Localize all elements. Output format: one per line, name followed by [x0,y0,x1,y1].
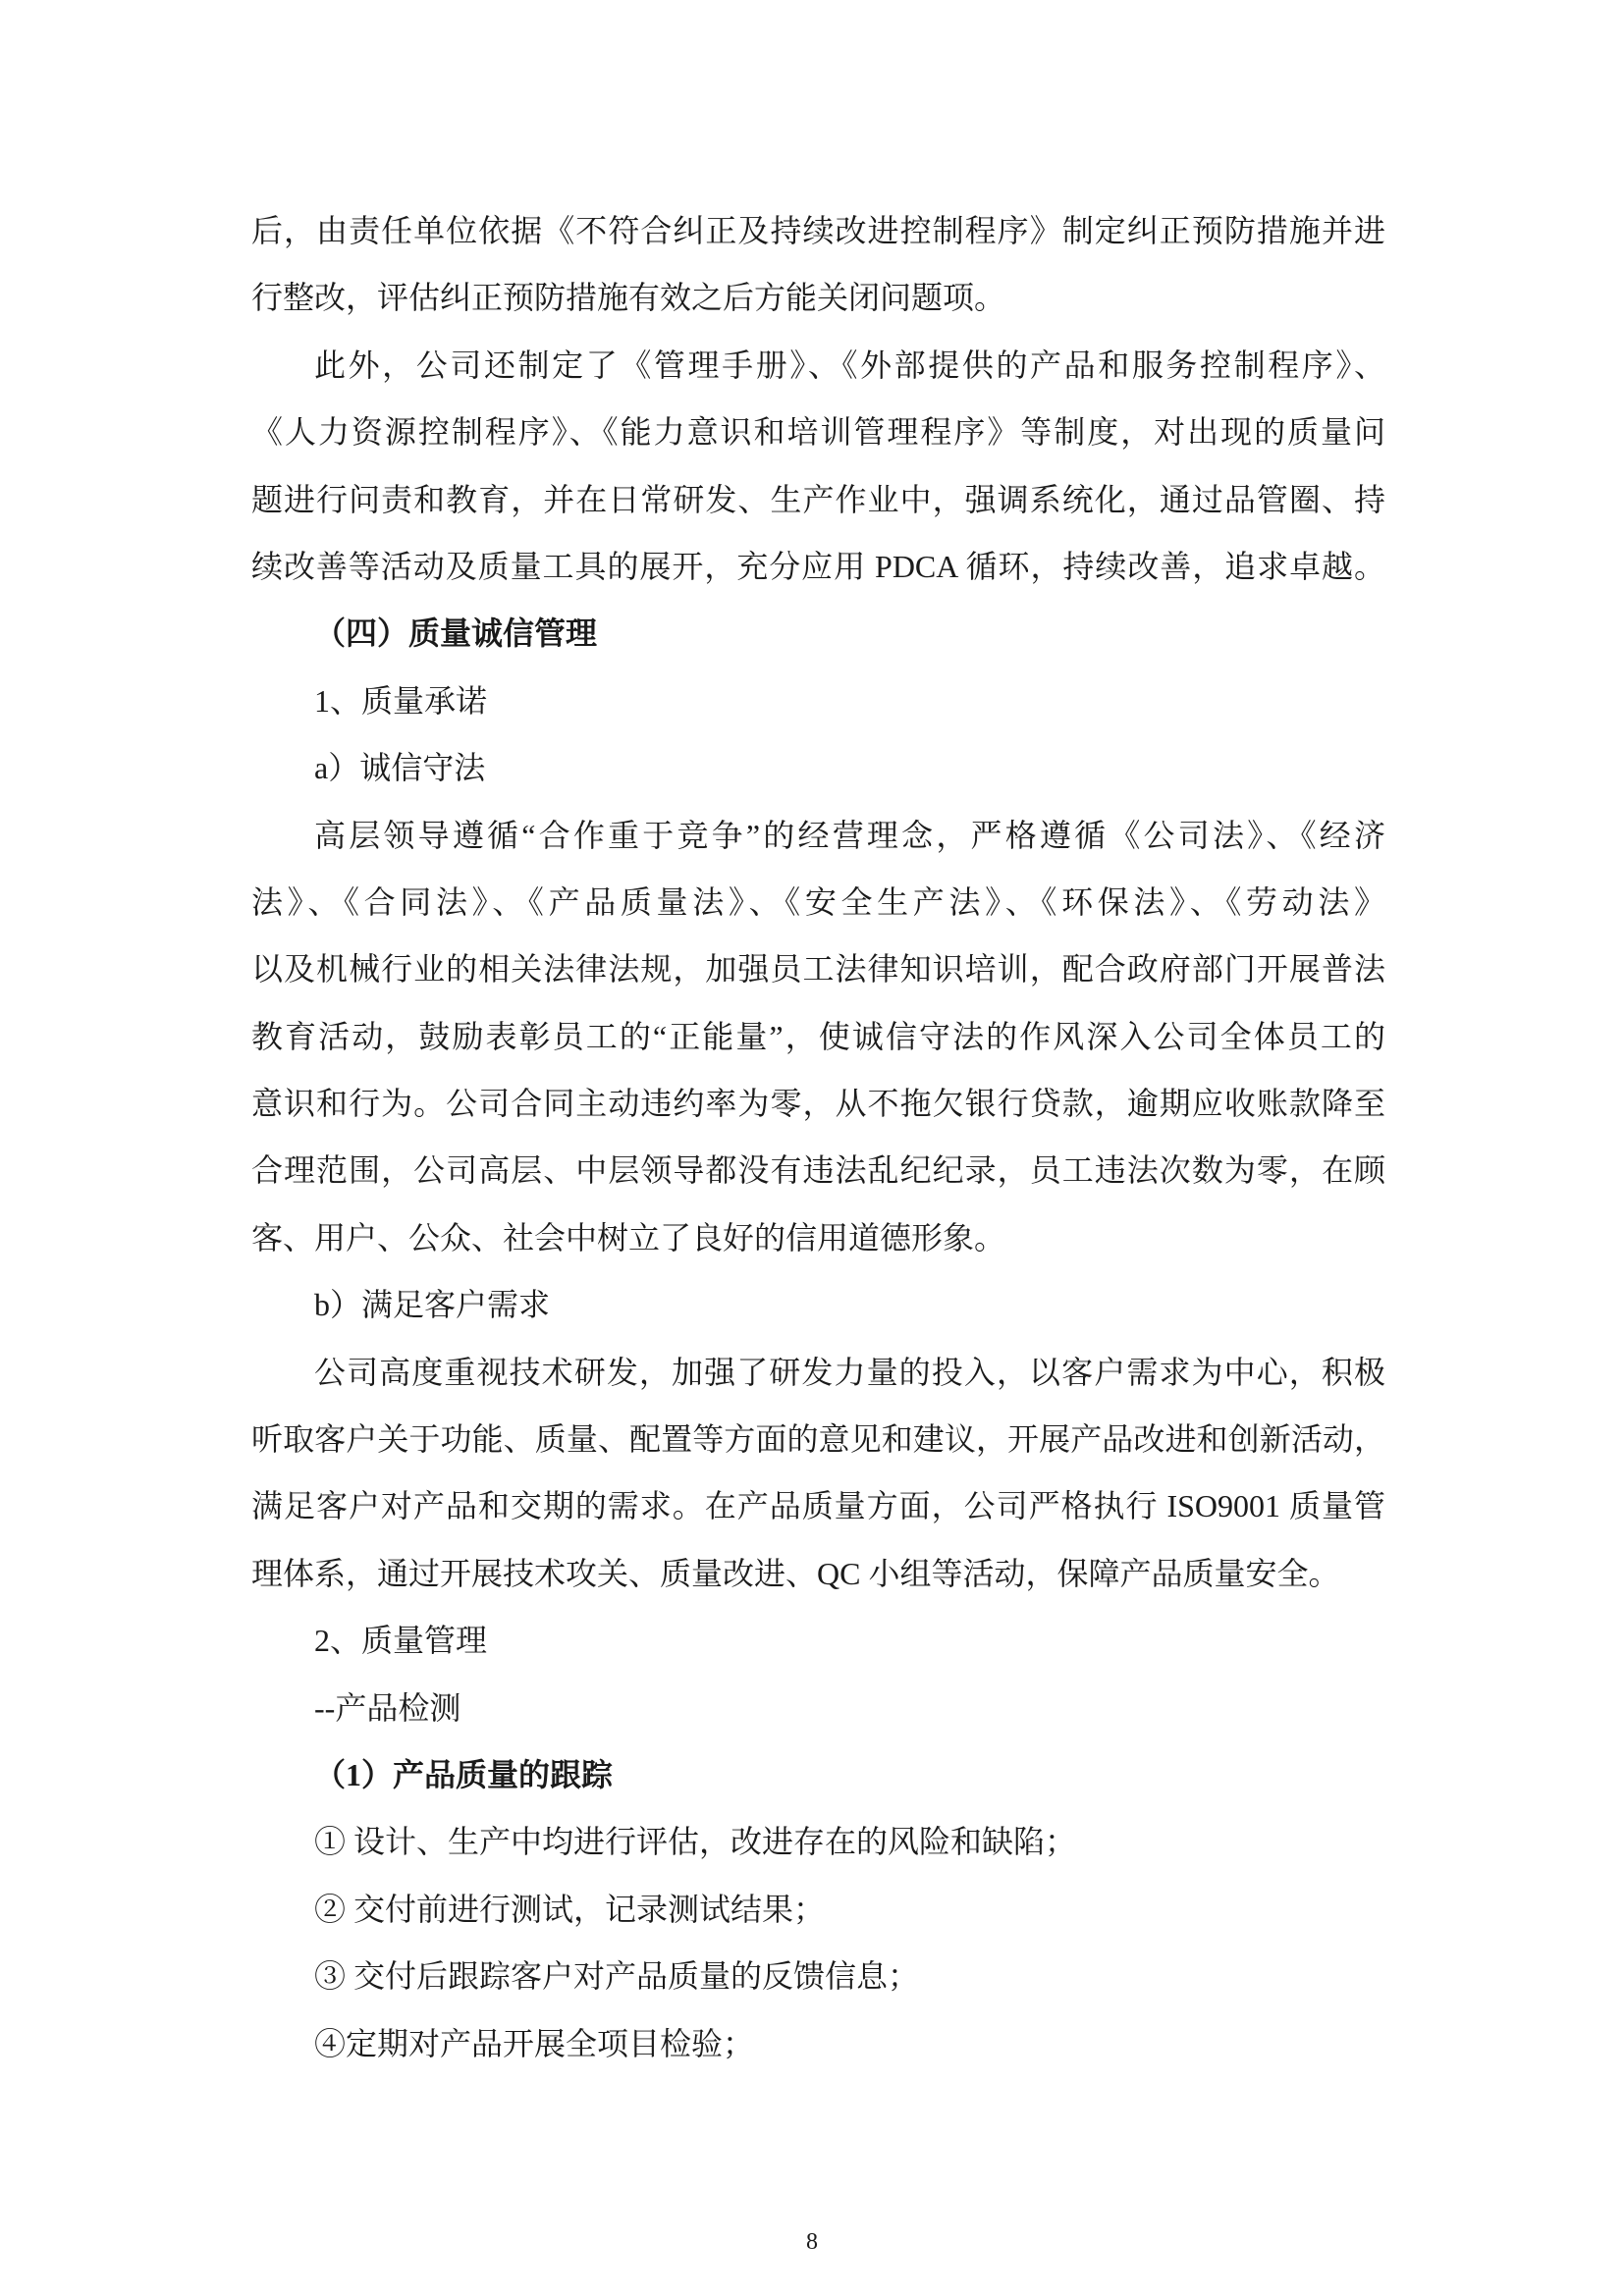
subsection-heading: 1、质量承诺 [314,682,488,719]
topic-label: --产品检测 [314,1689,461,1726]
list-item: ② 交付前进行测试，记录测试结果； [314,1891,826,1927]
paragraph-customer-needs [251,1339,1385,1608]
paragraph-line: 满足客户对产品和交期的需求。在产品质量方面，公司严格执行 ISO9001 质量管 [251,1488,1385,1524]
sub-subsection-heading: a）诚信守法 [314,750,486,786]
paragraph-line: 续改善等活动及质量工具的展开，充分应用 PDCA 循环，持续改善，追求卓越。 [251,548,1385,584]
paragraph-line: 后，由责任单位依据《不符合纠正及持续改进控制程序》制定纠正预防措施并进 [251,213,1385,248]
paragraph-line: 理体系，通过开展技术攻关、质量改进、QC 小组等活动，保障产品质量安全。 [251,1555,1340,1591]
paragraph-line: 意识和行为。公司合同主动违约率为零，从不拖欠银行贷款，逾期应收账款降至 [251,1086,1385,1122]
paragraph-line: 法》、《合同法》、《产品质量法》、《安全生产法》、《环保法》、《劳动法》 [251,883,1385,920]
paragraph-line: 教育活动，鼓励表彰员工的“正能量”，使诚信守法的作风深入公司全体员工的 [251,1018,1385,1054]
paragraph-line: 以及机械行业的相关法律法规，加强员工法律知识培训，配合政府部门开展普法 [251,951,1385,988]
page-number: 8 [806,2229,818,2255]
paragraph-line: 公司高度重视技术研发，加强了研发力量的投入，以客户需求为中心，积极 [314,1354,1385,1390]
paragraph-corrective-action [251,197,1385,332]
paragraph-management-documents [251,332,1385,601]
paragraph-line: 客、用户、公众、社会中树立了良好的信用道德形象。 [251,1219,1006,1255]
paragraph-line: 题进行问责和教育，并在日常研发、生产作业中，强调系统化，通过品管圈、持 [251,481,1385,517]
paragraph-line: 《人力资源控制程序》、《能力意识和培训管理程序》等制度，对出现的质量问 [251,414,1385,451]
list-item: ① 设计、生产中均进行评估，改进存在的风险和缺陷； [314,1824,1077,1860]
paragraph-integrity-law [251,802,1385,1272]
list-item: ③ 交付后跟踪客户对产品质量的反馈信息； [314,1958,920,1995]
tracking-list [251,1808,1385,2077]
section-heading: （四）质量诚信管理 [314,615,598,652]
sub-subsection-heading: b）满足客户需求 [314,1287,551,1323]
text-body [251,197,1385,2077]
paragraph-line: 听取客户关于功能、质量、配置等方面的意见和建议，开展产品改进和创新活动， [251,1421,1385,1458]
paragraph-line: 行整改，评估纠正预防措施有效之后方能关闭问题项。 [251,280,1006,316]
paragraph-line: 高层领导遵循“合作重于竞争”的经营理念，严格遵循《公司法》、《经济 [314,817,1385,853]
list-item: ④定期对产品开展全项目检验； [314,2025,755,2061]
item-heading: （1）产品质量的跟踪 [314,1756,614,1792]
paragraph-line: 此外，公司还制定了《管理手册》、《外部提供的产品和服务控制程序》、 [314,347,1385,383]
subsection-heading: 2、质量管理 [314,1623,488,1659]
paragraph-line: 合理范围，公司高层、中层领导都没有违法乱纪纪录，员工违法次数为零，在顾 [251,1152,1385,1189]
